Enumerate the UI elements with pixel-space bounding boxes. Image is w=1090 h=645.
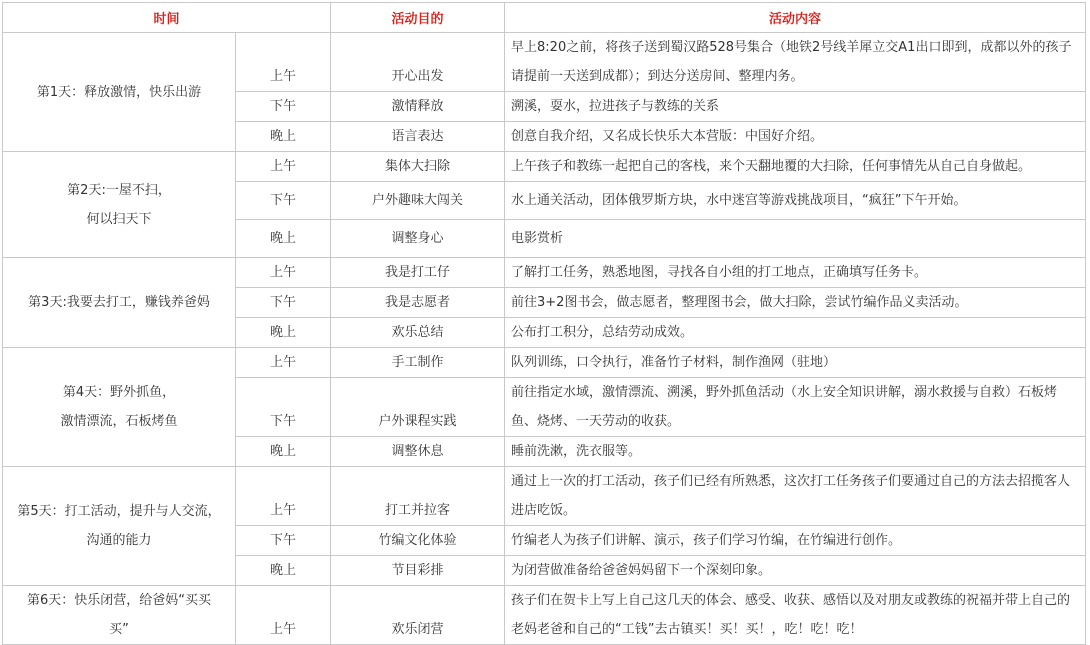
content-cell: 了解打工任务，熟悉地图，寻找各自小组的打工地点，正确填写任务卡。	[505, 258, 1086, 288]
content-cell: 睡前洗漱，洗衣服等。	[505, 437, 1086, 467]
table-row	[3, 467, 1086, 526]
purpose-cell: 语言表达	[331, 122, 505, 152]
purpose-cell: 欢乐总结	[331, 318, 505, 348]
content-cell: 溯溪，耍水，拉进孩子与教练的关系	[505, 92, 1086, 122]
period-cell: 下午	[236, 378, 331, 437]
content-cell: 为闭营做准备给爸爸妈妈留下一个深刻印象。	[505, 556, 1086, 586]
period-cell: 晚上	[236, 556, 331, 586]
table-row	[3, 33, 1086, 92]
day-title	[3, 258, 236, 348]
schedule-table	[2, 2, 1086, 645]
period-cell: 晚上	[236, 122, 331, 152]
table-row	[3, 258, 1086, 288]
purpose-cell: 竹编文化体验	[331, 526, 505, 556]
purpose-cell: 户外趣味大闯关	[331, 182, 505, 220]
purpose-cell: 调整身心	[331, 220, 505, 258]
period-cell: 晚上	[236, 437, 331, 467]
purpose-cell: 我是打工仔	[331, 258, 505, 288]
period-cell: 晚上	[236, 220, 331, 258]
content-cell: 早上8:20之前，将孩子送到蜀汉路528号集合（地铁2号线羊犀立交A1出口即到，成都以外的孩子请提前一天送到成都）；到达分送房间、整理内务。	[505, 33, 1086, 92]
content-cell: 上午孩子和教练一起把自己的客栈，来个天翻地覆的大扫除，任何事情先从自己自身做起。	[505, 152, 1086, 182]
header-time: 时间	[3, 3, 331, 33]
header-purpose: 活动目的	[331, 3, 505, 33]
header-content: 活动内容	[505, 3, 1086, 33]
period-cell: 晚上	[236, 318, 331, 348]
day-title-line: 第3天:我要去打工，赚钱养爸妈	[28, 295, 210, 310]
content-cell: 队列训练，口令执行，准备竹子材料，制作渔网（驻地）	[505, 348, 1086, 378]
day-title-line: 沟通的能力	[86, 533, 152, 548]
table-row	[3, 586, 1086, 645]
day-title-line: 第6天：快乐闭营，给爸妈“买买	[26, 593, 211, 608]
content-cell: 电影赏析	[505, 220, 1086, 258]
day-title	[3, 586, 236, 645]
day-title-line: 何以扫天下	[86, 211, 152, 227]
day-title-line: 第4天：野外抓鱼，	[62, 385, 176, 400]
content-cell: 公布打工积分，总结劳动成效。	[505, 318, 1086, 348]
content-cell: 水上通关活动，团体俄罗斯方块，水中迷宫等游戏挑战项目，“疯狂”下午开始。	[505, 182, 1086, 220]
day-title-line: 第5天：打工活动，提升与人交流，	[17, 504, 221, 519]
content-cell: 前往3+2图书会，做志愿者，整理图书会，做大扫除，尝试竹编作品义卖活动。	[505, 288, 1086, 318]
day-title	[3, 33, 236, 152]
content-cell: 竹编老人为孩子们讲解、演示，孩子们学习竹编，在竹编进行创作。	[505, 526, 1086, 556]
purpose-cell: 节目彩排	[331, 556, 505, 586]
period-cell: 下午	[236, 92, 331, 122]
table-row	[3, 152, 1086, 182]
purpose-cell: 手工制作	[331, 348, 505, 378]
period-cell: 上午	[236, 586, 331, 645]
day-title	[3, 467, 236, 586]
purpose-cell: 集体大扫除	[331, 152, 505, 182]
purpose-cell: 激情释放	[331, 92, 505, 122]
period-cell: 下午	[236, 182, 331, 220]
period-cell: 上午	[236, 33, 331, 92]
purpose-cell: 打工并拉客	[331, 467, 505, 526]
purpose-cell: 户外课程实践	[331, 378, 505, 437]
day-title-line: 第2天:一屋不扫，	[67, 182, 171, 198]
header-row	[3, 3, 1086, 33]
period-cell: 下午	[236, 526, 331, 556]
purpose-cell: 调整休息	[331, 437, 505, 467]
day-title-line: 激情漂流，石板烤鱼	[60, 414, 178, 429]
day-title	[3, 152, 236, 258]
table-row	[3, 348, 1086, 378]
day-title-line: 第1天：释放激情，快乐出游	[36, 84, 202, 100]
purpose-cell: 欢乐闭营	[331, 586, 505, 645]
period-cell: 下午	[236, 288, 331, 318]
period-cell: 上午	[236, 467, 331, 526]
period-cell: 上午	[236, 348, 331, 378]
purpose-cell: 我是志愿者	[331, 288, 505, 318]
content-cell: 孩子们在贺卡上写上自己这几天的体会、感受、收获、感悟以及对朋友或教练的祝福并带上自己的老妈老爸和自己的“工钱”去古镇买！买！买！，吃！吃！吃！	[505, 586, 1086, 645]
purpose-cell: 开心出发	[331, 33, 505, 92]
content-cell: 通过上一次的打工活动，孩子们已经有所熟悉，这次打工任务孩子们要通过自己的方法去招揽客人进店吃饭。	[505, 467, 1086, 526]
day-title	[3, 348, 236, 467]
period-cell: 上午	[236, 152, 331, 182]
content-cell: 前往指定水域，激情漂流、溯溪，野外抓鱼活动（水上安全知识讲解，溺水救援与自救）石板烤鱼、烧烤、一天劳动的收获。	[505, 378, 1086, 437]
content-cell: 创意自我介绍，又名成长快乐大本营版：中国好介绍。	[505, 122, 1086, 152]
period-cell: 上午	[236, 258, 331, 288]
day-title-line: 买”	[109, 622, 129, 637]
